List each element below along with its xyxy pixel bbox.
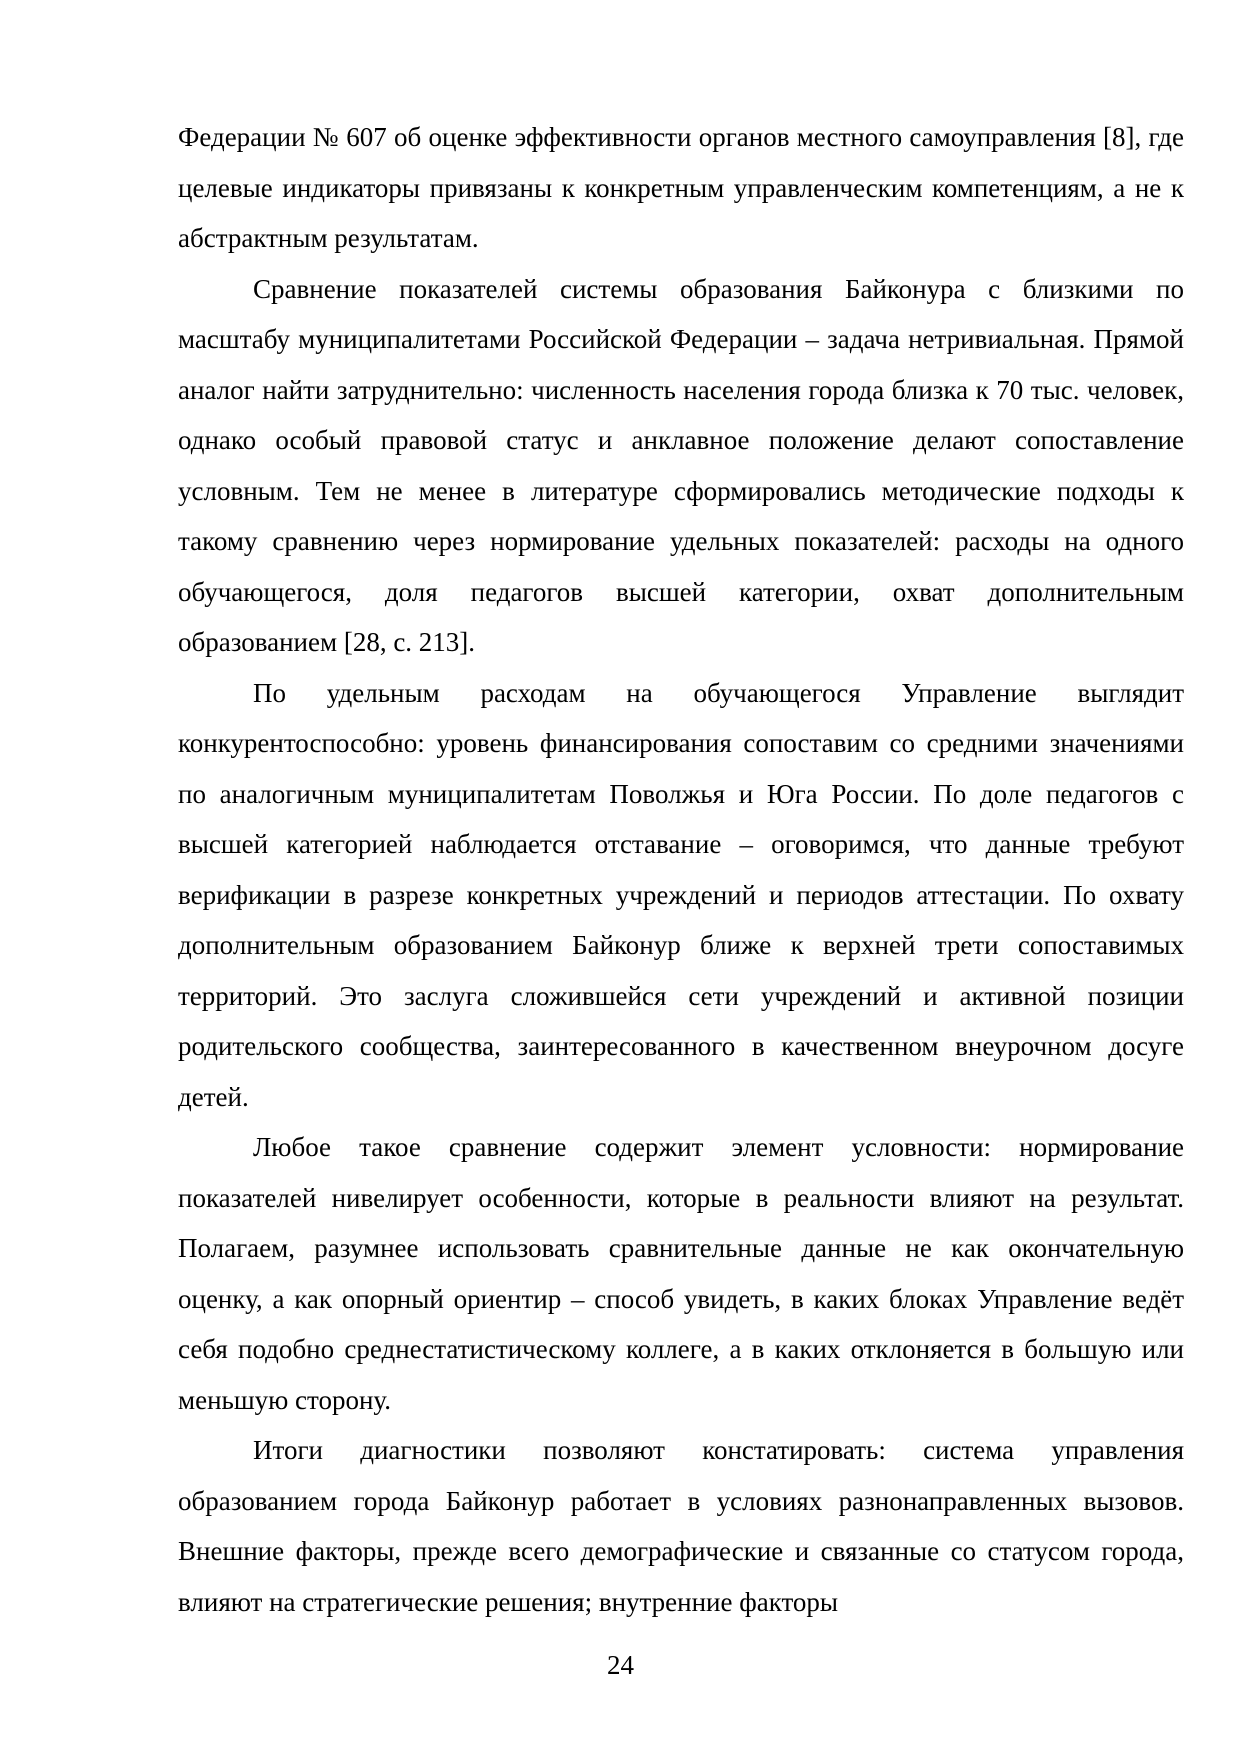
paragraph: Сравнение показателей системы образования Байконура с близкими по масштабу муниципалитетами Российской Федерации – задача нетривиальная. Прямой аналог найти затруднительно: численность населения города близка к 70 тыс. человек, однако особый правовой статус и анклавное положение делают сопоставление условным. Тем не менее в литературе сформировались методические подходы к такому сравнению через нормирование удельных показателей: расходы на одного обучающегося, доля педагогов высшей категории, охват дополнительным образованием [28, с. 213]. (178, 273, 1184, 657)
text-body (178, 112, 1184, 1627)
paragraph: Итоги диагностики позволяют констатировать: система управления образованием города Байконур работает в условиях разнонаправленных вызовов. Внешние факторы, прежде всего демографические и связанные со статусом города, влияют на стратегические решения; внутренние факторы (178, 1435, 1184, 1617)
page-number: 24 (607, 1650, 634, 1680)
paragraph: По удельным расходам на обучающегося Управление выглядит конкурентоспособно: уровень финансирования сопоставим со средними значениями по аналогичным муниципалитетам Поволжья и Юга России. По доле педагогов с высшей категорией наблюдается отставание – оговоримся, что данные требуют верификации в разрезе конкретных учреждений и периодов аттестации. По охвату дополнительным образованием Байконур ближе к верхней трети сопоставимых территорий. Это заслуга сложившейся сети учреждений и активной позиции родительского сообщества, заинтересованного в качественном внеурочном досуге детей. (178, 677, 1184, 1112)
paragraph: Любое такое сравнение содержит элемент условности: нормирование показателей нивелирует особенности, которые в реальности влияют на результат. Полагаем, разумнее использовать сравнительные данные не как окончательную оценку, а как опорный ориентир – способ увидеть, в каких блоках Управление ведёт себя подобно среднестатистическому коллеге, а в каких отклоняется в большую или меньшую сторону. (178, 1132, 1184, 1415)
paragraph-continuation: Федерации № 607 об оценке эффективности органов местного самоуправления [8], где целевые индикаторы привязаны к конкретным управленческим компетенциям, а не к абстрактным результатам. (178, 122, 1184, 253)
